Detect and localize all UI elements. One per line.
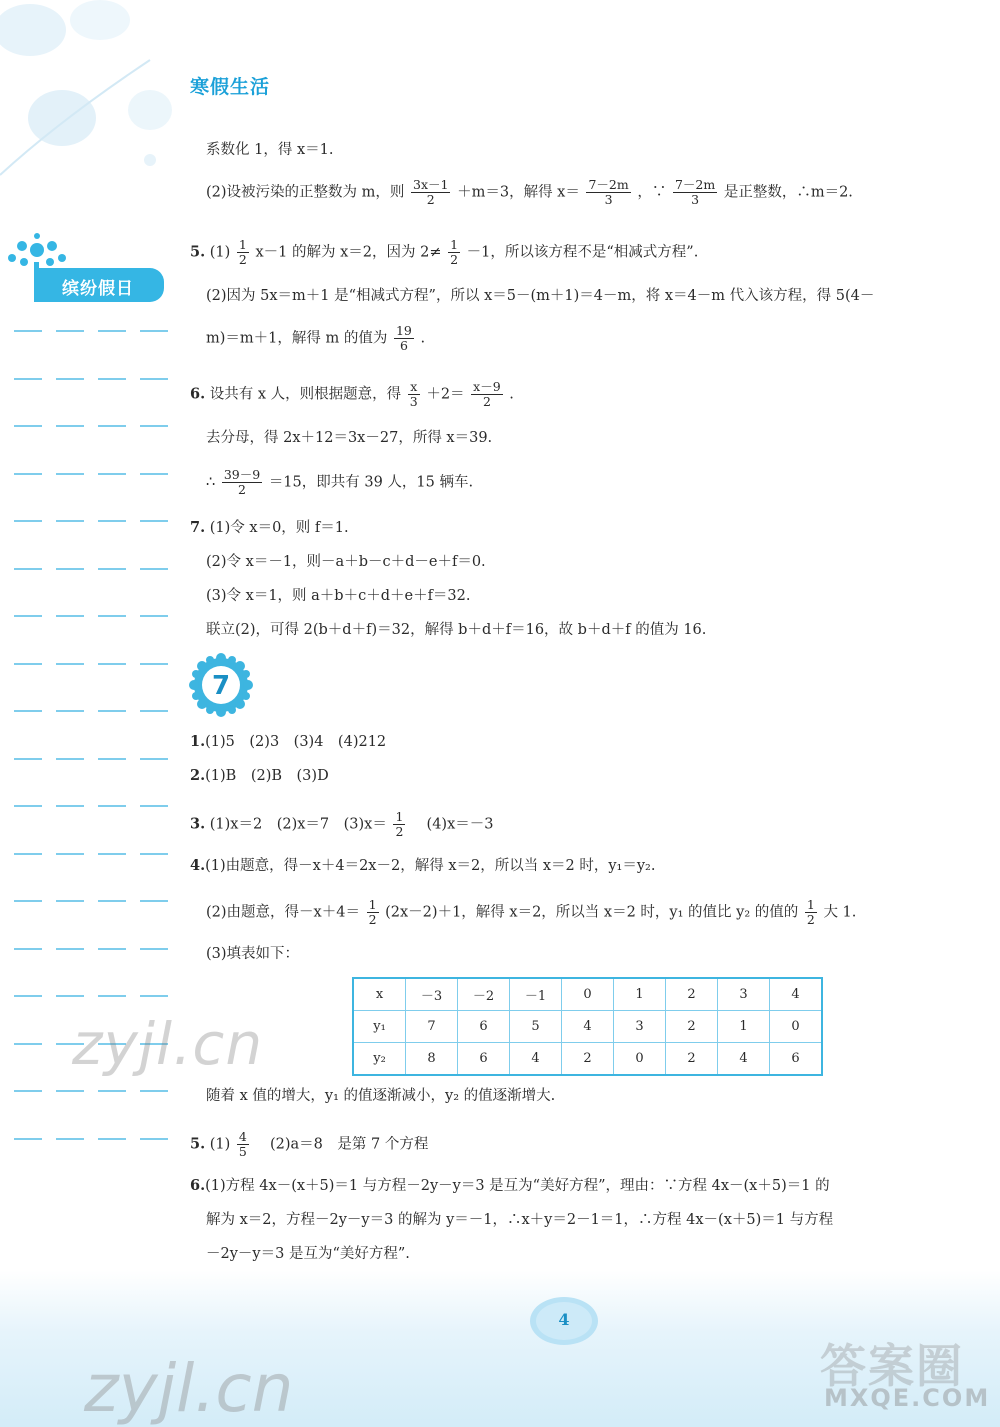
flower-decoration-icon xyxy=(0,0,190,190)
table-row: x －3 －2 －1 0 1 2 3 4 xyxy=(353,978,822,1011)
sidebar-tag xyxy=(36,268,164,302)
answer-3-line: 3. (1)x＝2 (2)x＝7 (3)x＝ $\frac{1}{2}$ (4)x＝－3 xyxy=(190,809,494,839)
watermark-daanquan: 答案圈 xyxy=(820,1339,964,1393)
answer-1-line: 1.(1)5 (2)3 (3)4 (4)212 xyxy=(190,733,387,750)
text-line: 联立(2)，可得 2(b＋d＋f)＝32，解得 b＋d＋f＝16，故 b＋d＋f 的值为 16. xyxy=(206,622,707,638)
answer-2-line: 2.(1)B (2)B (3)D xyxy=(190,767,329,784)
fraction: $\frac{1}{2}$ xyxy=(368,897,377,927)
table-row: y₁ 7 6 5 4 3 2 1 0 xyxy=(353,1011,822,1043)
fraction: $\frac{1}{2}$ xyxy=(450,237,459,267)
text-line: (2)设被污染的正整数为 m，则 $\frac{3x-1}{2}$ ＋m＝3，解得 x＝ $\frac{7-2m}{3}$ ，∵ $\frac{7-2m}{3}$ 是正整数，∴m＝2. xyxy=(206,177,853,207)
text-line: (2)因为 5x＝m＋1 是“相减式方程”，所以 x＝5－(m＋1)＝4－m，将 x＝4－m 代入该方程，得 5(4－ xyxy=(206,288,875,304)
section-number-badge xyxy=(188,652,254,718)
answer-5-line: 5. (1) $\frac{4}{5}$ (2)a＝8 是第 7 个方程 xyxy=(190,1129,429,1159)
fraction: $\frac{4}{5}$ xyxy=(238,1129,247,1159)
section-number: 7 xyxy=(211,671,231,701)
values-table xyxy=(352,977,823,1076)
fraction: $\frac{1}{2}$ xyxy=(238,237,247,267)
fraction: $\frac{7-2m}{3}$ xyxy=(674,177,716,207)
text-line: (3)令 x＝1，则 a＋b＋c＋d＋e＋f＝32. xyxy=(206,588,471,604)
section-header-title: 寒假生活 xyxy=(190,76,271,98)
text-line: 随着 x 值的增大，y₁ 的值逐渐减小，y₂ 的值逐渐增大. xyxy=(206,1088,556,1104)
fraction: $\frac{x-9}{2}$ xyxy=(473,379,501,409)
text-line: 系数化 1，得 x＝1. xyxy=(206,142,334,158)
answer-4-line: 4.(1)由题意，得－x＋4＝2x－2，解得 x＝2，所以当 x＝2 时，y₁＝y₂. xyxy=(190,857,656,874)
text-line: 去分母，得 2x＋12＝3x－27，所得 x＝39. xyxy=(206,430,493,446)
answer-6-line: 6.(1)方程 4x－(x＋5)＝1 与方程－2y－y＝3 是互为“美好方程”，理由：∵方程 4x－(x＋5)＝1 的 xyxy=(190,1177,830,1194)
fraction: $\frac{7-2m}{3}$ xyxy=(588,177,629,207)
watermark-zyjl-bottom: zyjl.cn xyxy=(84,1350,294,1427)
page-number: 4 xyxy=(558,1310,570,1329)
watermark-mxqe: MXQE.COM xyxy=(824,1384,991,1412)
question-7-line: 7. (1)令 x＝0，则 f＝1. xyxy=(190,519,349,536)
text-line: (2)令 x＝－1，则－a＋b－c＋d－e＋f＝0. xyxy=(206,554,486,570)
fraction: $\frac{3x-1}{2}$ xyxy=(413,177,449,207)
fraction: $\frac{39-9}{2}$ xyxy=(223,467,261,497)
text-line: 解为 x＝2，方程－2y－y＝3 的解为 y＝－1，∴x＋y＝2－1＝1，∴方程 4x－(x＋5)＝1 与方程 xyxy=(206,1212,834,1228)
question-5-line: 5. (1) $\frac{1}{2}$ x－1 的解为 x＝2，因为 2≠ $\frac{1}{2}$ －1，所以该方程不是“相减式方程”. xyxy=(190,237,699,267)
page-number-badge xyxy=(528,1294,600,1348)
fraction: $\frac{1}{2}$ xyxy=(395,809,404,839)
table-row: y₂ 8 6 4 2 0 2 4 6 xyxy=(353,1043,822,1076)
fraction: $\frac{1}{2}$ xyxy=(806,897,815,927)
question-6-line: 6. 设共有 x 人，则根据题意，得 $\frac{x}{3}$ ＋2＝ $\frac{x-9}{2}$ . xyxy=(190,379,514,409)
text-line: m)＝m＋1，解得 m 的值为 $\frac{19}{6}$ . xyxy=(206,323,426,353)
text-line: (3)填表如下： xyxy=(206,946,300,962)
text-line: (2)由题意，得－x＋4＝ $\frac{1}{2}$ (2x－2)＋1，解得 x＝2，所以当 x＝2 时，y₁ 的值比 y₂ 的值的 $\frac{1}{2}$ 大 1. xyxy=(206,897,857,927)
watermark-zyjl: zyjl.cn xyxy=(72,1010,264,1078)
sidebar-tag-label: 缤纷假日 xyxy=(62,279,134,299)
fraction: $\frac{19}{6}$ xyxy=(395,323,412,353)
text-line: －2y－y＝3 是互为“美好方程”. xyxy=(206,1246,410,1262)
text-line: ∴ $\frac{39-9}{2}$ ＝15，即共有 39 人，15 辆车. xyxy=(206,467,474,497)
fraction: $\frac{x}{3}$ xyxy=(409,379,418,409)
